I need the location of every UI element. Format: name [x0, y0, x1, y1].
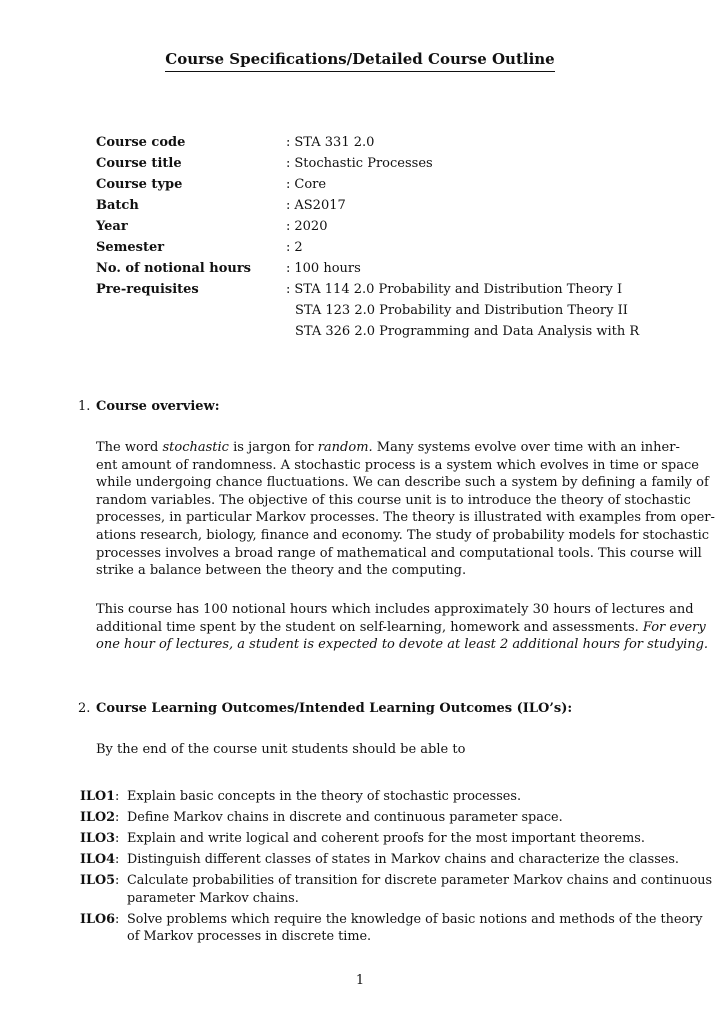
ilo-text — [127, 830, 672, 848]
spec-colon: : — [286, 198, 291, 213]
ilo-colon: : — [115, 810, 120, 825]
ilo-line: Explain basic concepts in the theory of stochastic processes. — [127, 789, 522, 804]
overview-paragraph — [96, 439, 715, 580]
prerequisite-item: STA 123 2.0 Probability and Distribution Theory II — [295, 303, 628, 318]
spec-value — [286, 153, 433, 174]
paragraph-line: processes involves a broad range of mathematical and computational tools. This course will — [96, 545, 702, 561]
emphasis-text: stochastic — [162, 440, 229, 455]
spec-value-text: 100 hours — [294, 261, 361, 276]
emphasis-text: random. — [317, 440, 373, 455]
spec-label: Course title — [96, 156, 182, 171]
spec-colon: : — [286, 282, 291, 297]
spec-label: No. of notional hours — [96, 261, 251, 276]
ilo-item — [80, 851, 679, 869]
ilo-line: Calculate probabilities of transition for discrete parameter Markov chains and continuous — [127, 873, 713, 888]
ilo-item — [80, 872, 713, 907]
spec-label: Year — [96, 219, 128, 234]
spec-label: Semester — [96, 240, 165, 255]
paragraph-line — [96, 439, 680, 457]
spec-label: Batch — [96, 198, 139, 213]
prerequisite-item: STA 326 2.0 Programming and Data Analysis with R — [295, 324, 640, 339]
section-heading-learning-outcomes — [78, 701, 572, 716]
spec-row-prerequisite-extra — [96, 300, 676, 321]
spec-colon: : — [286, 177, 291, 192]
spec-value — [286, 279, 622, 300]
ilo-item — [80, 830, 672, 848]
ilo-text — [127, 911, 703, 946]
ilo-id — [80, 872, 119, 890]
notional-hours-paragraph — [96, 601, 709, 654]
spec-row-batch — [96, 195, 676, 216]
section-heading-course-overview — [78, 399, 220, 414]
paragraph-line — [96, 619, 706, 637]
paragraph-line: This course has 100 notional hours which includes approximately 30 hours of lectures and — [96, 602, 694, 617]
emphasis-text: For every — [642, 619, 706, 635]
spec-value-text: Core — [294, 177, 327, 192]
ilo-colon: : — [115, 911, 120, 927]
ilo-list — [80, 788, 713, 949]
spec-row-prerequisite-extra — [96, 321, 676, 342]
section-number: 2. — [78, 701, 91, 716]
spec-value — [286, 195, 346, 216]
spec-row-course-title — [96, 153, 676, 174]
section-heading-text: Course Learning Outcomes/Intended Learning Outcomes (ILO’s): — [96, 701, 573, 716]
page-number: 1 — [355, 973, 365, 988]
ilo-line: Distinguish different classes of states in Markov chains and characterize the classes. — [127, 852, 679, 867]
ilo-colon: : — [115, 852, 120, 867]
ilo-line: Define Markov chains in discrete and continuous parameter space. — [127, 810, 563, 825]
spec-colon: : — [286, 156, 291, 171]
ilo-line: Solve problems which require the knowledge of basic notions and methods of the theory — [127, 911, 703, 927]
paragraph-line: random variables. The objective of this course unit is to introduce the theory of stochastic — [96, 492, 691, 508]
ilo-colon: : — [115, 873, 120, 888]
spec-label: Pre-requisites — [96, 282, 199, 297]
section-number: 1. — [78, 399, 91, 414]
spec-colon: : — [286, 219, 291, 234]
paragraph-line: ent amount of randomness. A stochastic process is a system which evolves in time or space — [96, 457, 699, 473]
ilo-item — [80, 788, 672, 806]
ilo-id-text: ILO1 — [80, 789, 116, 804]
ilo-line: parameter Markov chains. — [127, 890, 299, 906]
spec-value — [286, 216, 327, 237]
spec-value-text: 2 — [294, 240, 303, 255]
spec-row-semester — [96, 237, 676, 258]
spec-value-text: AS2017 — [294, 198, 346, 213]
ilo-id — [80, 809, 119, 827]
spec-label: Course type — [96, 177, 183, 192]
ilo-text — [127, 851, 679, 869]
ilo-id-text: ILO6 — [80, 911, 116, 927]
spec-row-course-type — [96, 174, 676, 195]
spec-value — [286, 174, 326, 195]
ilo-id-text: ILO3 — [80, 831, 116, 846]
paragraph-line: processes, in particular Markov processes. The theory is illustrated with examples from oper- — [96, 510, 715, 526]
spec-row-course-code — [96, 132, 676, 153]
spec-label: Course code — [96, 135, 186, 150]
paragraph-line: ations research, biology, finance and economy. The study of probability models for stochastic — [96, 527, 710, 543]
ilo-id — [80, 788, 119, 806]
ilo-id-text: ILO4 — [80, 852, 116, 867]
text-run: additional time spent by the student on self-learning, homework and assessments. — [96, 619, 643, 635]
ilo-colon: : — [115, 831, 120, 846]
ilo-id-text: ILO2 — [80, 810, 116, 825]
spec-colon: : — [286, 135, 291, 150]
spec-value-text: Stochastic Processes — [294, 156, 433, 171]
ilo-line: Explain and write logical and coherent proofs for the most important theorems. — [127, 831, 645, 846]
spec-row-notional-hours — [96, 258, 676, 279]
text-run: is jargon for — [228, 440, 318, 455]
ilo-id — [80, 830, 119, 848]
text-run: Many systems evolve over time with an inher- — [372, 440, 680, 455]
spec-colon: : — [286, 240, 291, 255]
ilo-id — [80, 911, 119, 929]
ilo-text — [127, 872, 713, 907]
spec-value — [286, 132, 374, 153]
ilo-text — [127, 809, 672, 827]
ilo-id-text: ILO5 — [80, 873, 116, 888]
spec-value — [286, 258, 361, 279]
paragraph-line: while undergoing chance fluctuations. We can describe such a system by defining a family of — [96, 475, 709, 491]
course-specs-table — [96, 132, 676, 342]
ilo-item — [80, 911, 703, 946]
ilo-intro — [96, 741, 670, 759]
spec-value-text: STA 114 2.0 Probability and Distribution Theory I — [294, 282, 623, 297]
spec-row-prerequisites — [96, 279, 676, 300]
ilo-item — [80, 809, 672, 827]
ilo-colon: : — [115, 789, 120, 804]
ilo-line: of Markov processes in discrete time. — [127, 929, 372, 944]
emphasis-text: one hour of lectures, a student is expected to devote at least 2 additional hours for studying. — [96, 637, 709, 653]
paragraph-line — [96, 636, 709, 654]
spec-row-year — [96, 216, 676, 237]
spec-value-text: STA 331 2.0 — [294, 135, 375, 150]
spec-value — [286, 237, 303, 258]
section-heading-text: Course overview: — [96, 399, 220, 414]
paragraph-line: strike a balance between the theory and the computing. — [96, 563, 467, 579]
spec-value-text: 2020 — [294, 219, 328, 234]
text-run: The word — [96, 440, 163, 455]
document-title: Course Specifications/Detailed Course Outline — [0, 50, 720, 68]
spec-colon: : — [286, 261, 291, 276]
ilo-text — [127, 788, 672, 806]
ilo-id — [80, 851, 119, 869]
paragraph-line: By the end of the course unit students should be able to — [96, 742, 466, 757]
